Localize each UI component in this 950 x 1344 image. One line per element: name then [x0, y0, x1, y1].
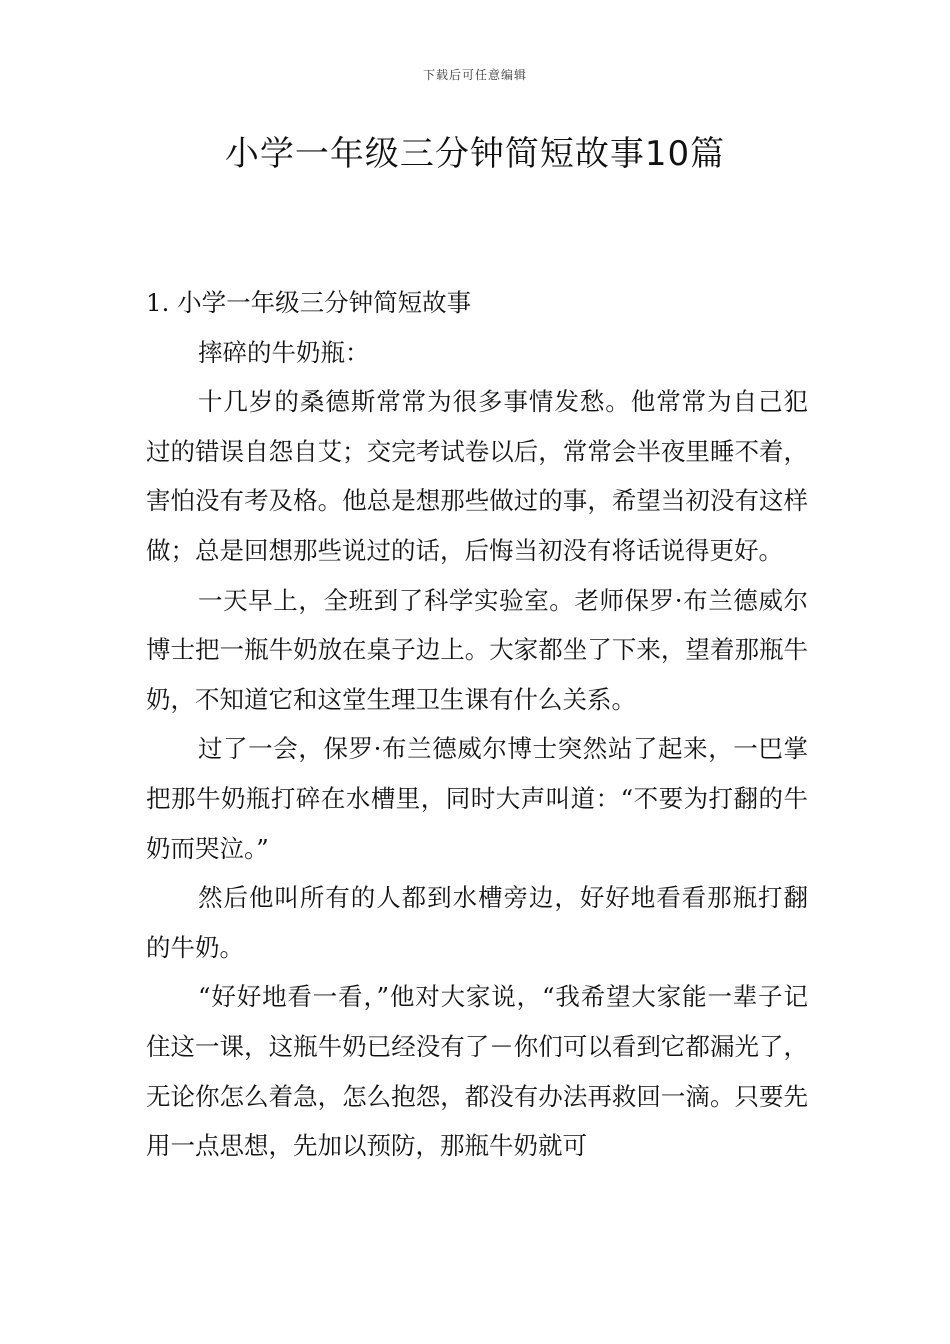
paragraph-1: 十几岁的桑德斯常常为很多事情发愁。他常常为自己犯过的错误自怨自艾；交完考试卷以后，常常会半夜里睡不着，害怕没有考及格。他总是想那些做过的事，希望当初没有这样做；总是回想那些说过的话，后悔当初没有将话说得更好。: [146, 387, 808, 565]
paragraph-3: 过了一会，保罗·布兰德威尔博士突然站了起来，一巴掌把那牛奶瓶打碎在水槽里，同时大声叫道：“不要为打翻的牛奶而哭泣。”: [146, 734, 808, 863]
paragraph-2: 一天早上，全班到了科学实验室。老师保罗·布兰德威尔博士把一瓶牛奶放在桌子边上。大家都坐了下来，望着那瓶牛奶，不知道它和这堂生理卫生课有什么关系。: [146, 585, 808, 714]
paragraph-5: “好好地看一看，”他对大家说，“我希望大家能一辈子记住这一课，这瓶牛奶已经没有了－你们可以看到它都漏光了，无论你怎么着急，怎么抱怨，都没有办法再救回一滴。只要先用一点思想，先加以预防，那瓶牛奶就可: [146, 982, 808, 1161]
header-note: 下载后可任意编辑: [422, 68, 527, 82]
story-title: 摔碎的牛奶瓶：: [198, 337, 370, 367]
section-heading: 1. 小学一年级三分钟简短故事: [146, 288, 472, 317]
paragraph-4: 然后他叫所有的人都到水槽旁边，好好地看看那瓶打翻的牛奶。: [146, 883, 808, 962]
document-title: 小学一年级三分钟简短故事10篇: [224, 134, 726, 174]
document-body: [146, 278, 808, 1171]
